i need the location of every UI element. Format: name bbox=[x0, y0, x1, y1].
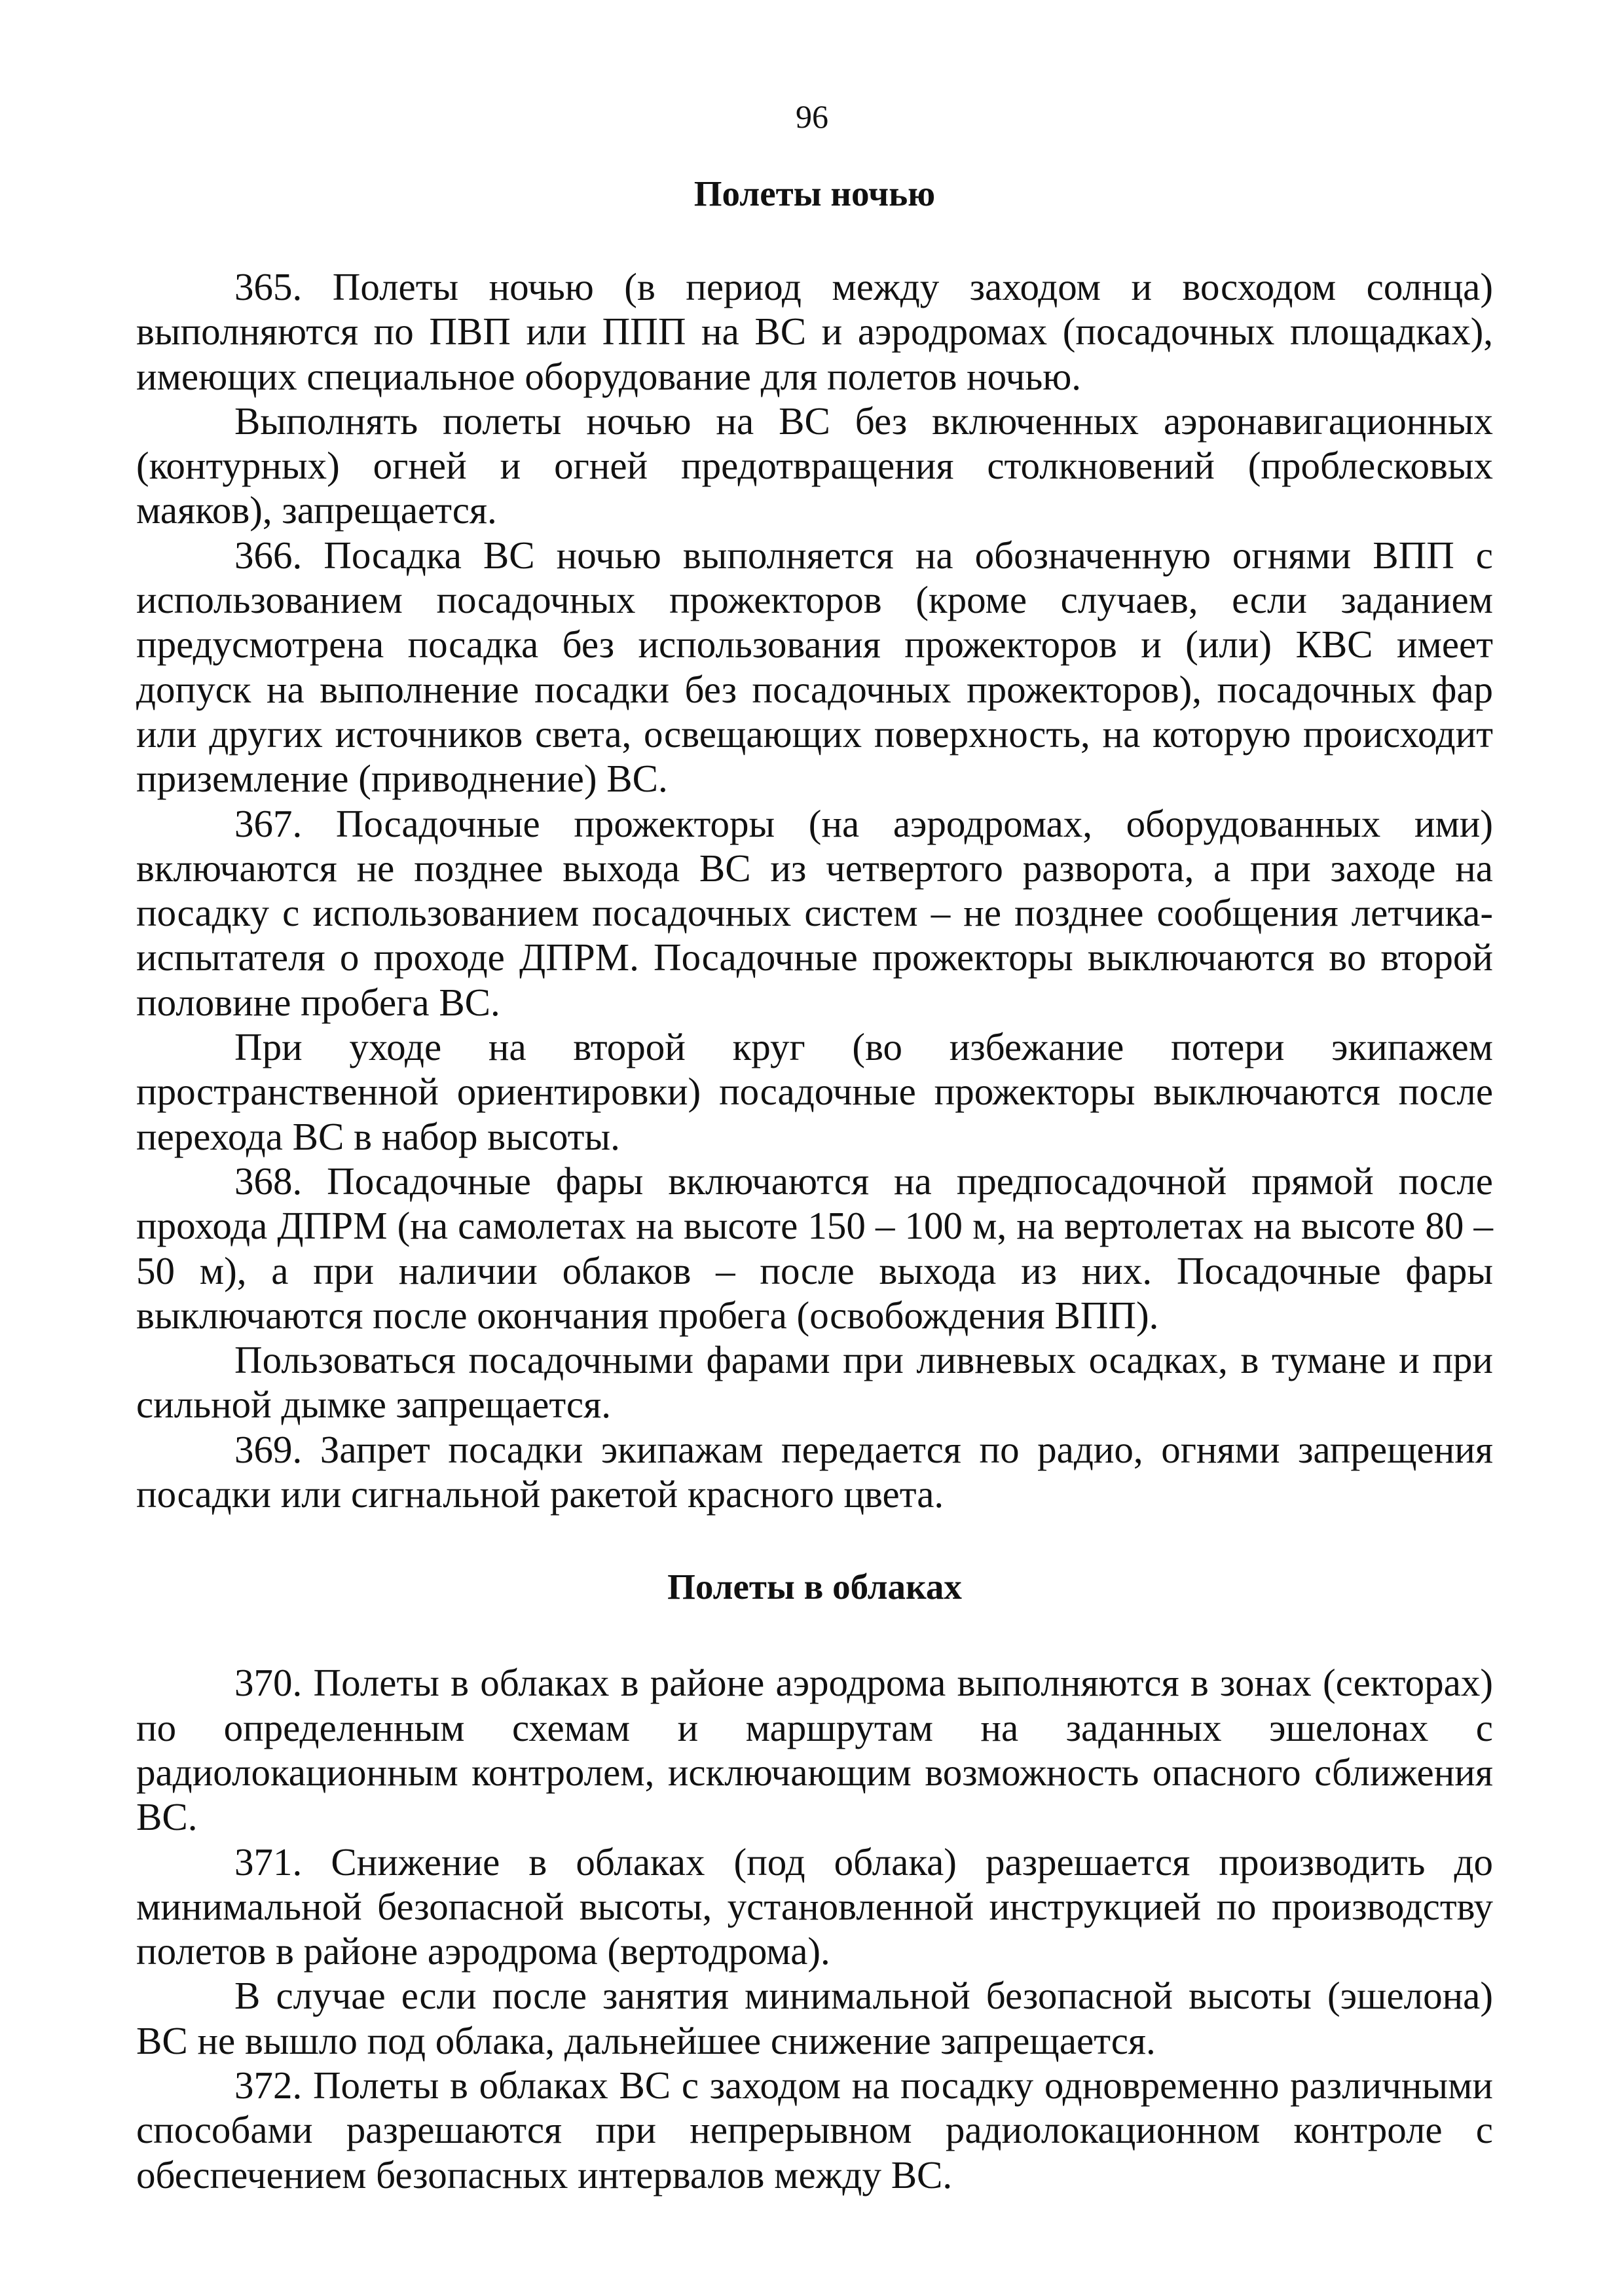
section-title-cloud-flights: Полеты в облаках bbox=[667, 1567, 962, 1607]
paragraph-367-go-around: При уходе на второй круг (во избежание потери экипажем пространственной ориентировки) посадочные прожекторы выключаются после перехода ВС в набор высоты. bbox=[136, 1025, 1493, 1158]
paragraph-365-lights: Выполнять полеты ночью на ВС без включенных аэронавигационных (контурных) огней и огней предотвращения столкновений (проблесковых маяков), запрещается. bbox=[136, 399, 1493, 532]
paragraph-372: 372. Полеты в облаках ВС с заходом на посадку одновременно различными способами разрешаются при непрерывном радиолокационном контроле с обеспечением безопасных интервалов между ВС. bbox=[136, 2063, 1493, 2196]
section-title-night-flights: Полеты ночью bbox=[693, 173, 936, 213]
page-number: 96 bbox=[796, 98, 828, 135]
paragraph-369: 369. Запрет посадки экипажам передается по радио, огнями запрещения посадки или сигнальной ракетой красного цвета. bbox=[136, 1427, 1493, 1516]
paragraph-371-descent: В случае если после занятия минимальной безопасной высоты (эшелона) ВС не вышло под облака, дальнейшее снижение запрещается. bbox=[136, 1974, 1493, 2062]
paragraph-366: 366. Посадка ВС ночью выполняется на обозначенную огнями ВПП с использованием посадочных прожекторов (кроме случаев, если заданием предусмотрена посадка без использования прожекторов и (или) КВС имеет допуск на выполнение посадки без посадочных прожекторов), посадочных фар или других источников света, освещающих поверхность, на которую происходит приземление (приводнение) ВС. bbox=[136, 533, 1493, 801]
paragraph-365: 365. Полеты ночью (в период между заходом и восходом солнца) выполняются по ПВП или ППП на ВС и аэродромах (посадочных площадках), имеющих специальное оборудование для полетов ночью. bbox=[136, 265, 1493, 398]
paragraph-367: 367. Посадочные прожекторы (на аэродромах, оборудованных ими) включаются не позднее выхода ВС из четвертого разворота, а при заходе на посадку с использованием посадочных систем – не позднее сообщения летчика-испытателя о проходе ДПРМ. Посадочные прожекторы выключаются во второй половине пробега ВС. bbox=[136, 801, 1493, 1024]
paragraph-371: 371. Снижение в облаках (под облака) разрешается производить до минимальной безопасной высоты, установленной инструкцией по производству полетов в районе аэродрома (вертодрома). bbox=[136, 1840, 1493, 1973]
document-body bbox=[136, 172, 1493, 2197]
paragraph-370: 370. Полеты в облаках в районе аэродрома выполняются в зонах (секторах) по определенным схемам и маршрутам на заданных эшелонах с радиолокационным контролем, исключающим возможность опасного сближения ВС. bbox=[136, 1661, 1493, 1839]
paragraph-368: 368. Посадочные фары включаются на предпосадочной прямой после прохода ДПРМ (на самолетах на высоте 150 – 100 м, на вертолетах на высоте 80 – 50 м), а при наличии облаков – после выхода из них. Посадочные фары выключаются после окончания пробега (освобождения ВПП). bbox=[136, 1159, 1493, 1337]
paragraph-368-restriction: Пользоваться посадочными фарами при ливневых осадках, в тумане и при сильной дымке запрещается. bbox=[136, 1338, 1493, 1427]
